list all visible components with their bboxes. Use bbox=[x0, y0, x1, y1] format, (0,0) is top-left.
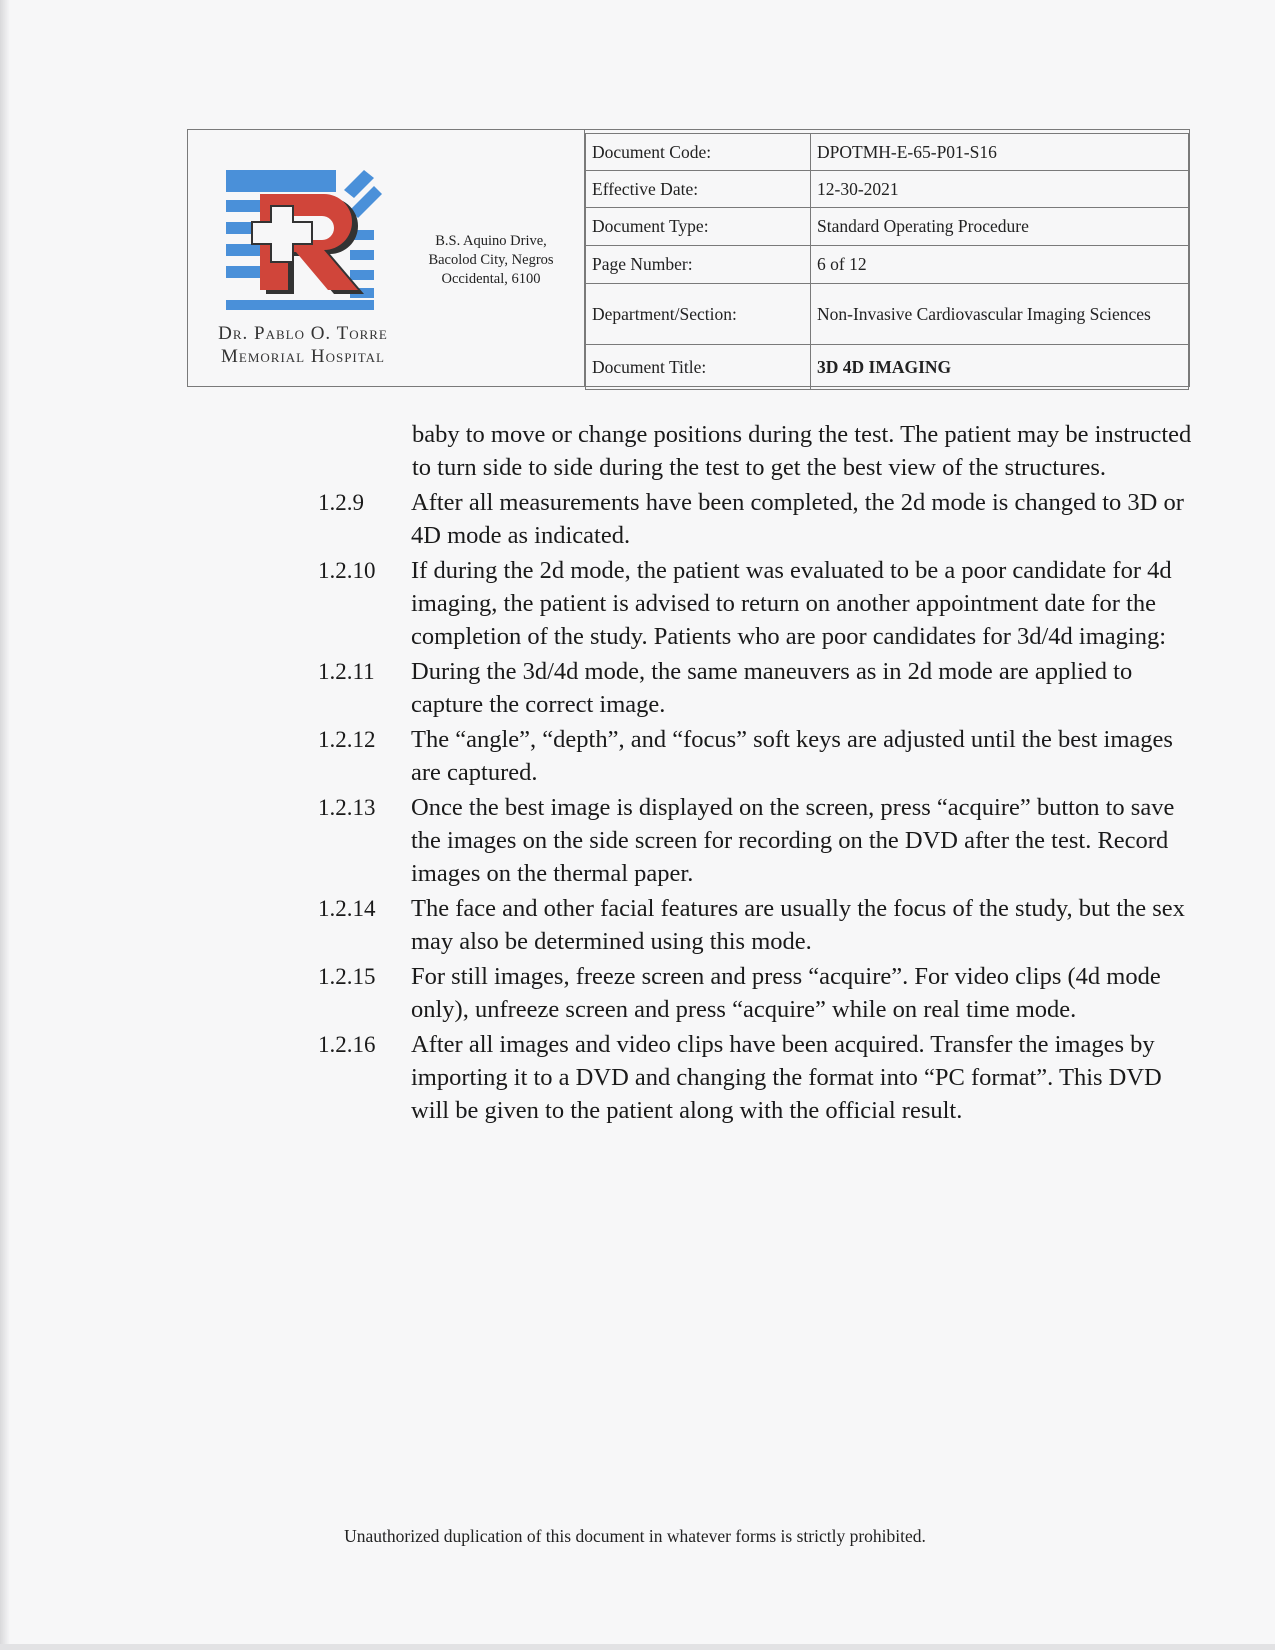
value-page-number: 6 of 12 bbox=[811, 246, 1189, 284]
label-document-type: Document Type: bbox=[586, 208, 811, 246]
item-text: After all measurements have been completed, the 2d mode is changed to 3D or 4D mode as indicated. bbox=[411, 489, 1184, 549]
label-document-code: Document Code: bbox=[586, 134, 811, 171]
procedure-body bbox=[0, 418, 1275, 1127]
scan-bottom-edge bbox=[0, 1644, 1275, 1650]
value-document-type: Standard Operating Procedure bbox=[811, 208, 1189, 246]
row-effective-date bbox=[586, 171, 1189, 208]
item-text: After all images and video clips have been acquired. Transfer the images by importing it to a DVD and changing the format into “PC format”. This DVD will be given to the patient along with the official result. bbox=[411, 1031, 1162, 1124]
label-effective-date: Effective Date: bbox=[586, 171, 811, 208]
label-page-number: Page Number: bbox=[586, 246, 811, 284]
list-item bbox=[0, 486, 1275, 552]
value-effective-date: 12-30-2021 bbox=[811, 171, 1189, 208]
hospital-address: B.S. Aquino Drive, Bacolod City, Negros Occidental, 6100 bbox=[428, 233, 554, 287]
item-number: 1.2.12 bbox=[318, 727, 376, 752]
value-department: Non-Invasive Cardiovascular Imaging Sciences bbox=[811, 284, 1189, 345]
hospital-name-line1: Dr. Pablo O. Torre bbox=[218, 323, 388, 344]
document-header bbox=[187, 129, 1190, 387]
list-item bbox=[0, 892, 1275, 958]
label-department: Department/Section: bbox=[586, 284, 811, 345]
item-text: If during the 2d mode, the patient was evaluated to be a poor candidate for 4d imaging, the patient is advised to return on another appointment date for the completion of the study. Patients who are poor candidates for 3d/4d imaging: bbox=[411, 557, 1172, 650]
item-text: During the 3d/4d mode, the same maneuvers as in 2d mode are applied to capture the correct image. bbox=[411, 658, 1133, 718]
list-item bbox=[0, 960, 1275, 1026]
logo-cell bbox=[188, 130, 585, 386]
item-number: 1.2.10 bbox=[318, 558, 376, 583]
row-document-type bbox=[586, 208, 1189, 246]
item-text: The “angle”, “depth”, and “focus” soft keys are adjusted until the best images are captured. bbox=[411, 726, 1173, 786]
value-document-title: 3D 4D IMAGING bbox=[811, 345, 1189, 390]
document-info-table bbox=[585, 133, 1189, 390]
row-document-code bbox=[586, 134, 1189, 171]
list-item bbox=[0, 554, 1275, 653]
list-item bbox=[0, 791, 1275, 890]
item-number: 1.2.14 bbox=[318, 896, 376, 921]
hospital-name-line2: Memorial Hospital bbox=[221, 346, 385, 367]
row-department bbox=[586, 284, 1189, 345]
continued-paragraph: baby to move or change positions during the test. The patient may be instructed to turn side to side during the test to get the best view of the structures. bbox=[412, 421, 1192, 481]
list-item bbox=[0, 1028, 1275, 1127]
item-number: 1.2.13 bbox=[318, 795, 376, 820]
hospital-logo bbox=[226, 170, 386, 310]
item-text: The face and other facial features are usually the focus of the study, but the sex may also be determined using this mode. bbox=[411, 895, 1185, 955]
item-text: Once the best image is displayed on the screen, press “acquire” button to save the images on the side screen for recording on the DVD after the test. Record images on the thermal paper. bbox=[411, 794, 1175, 887]
item-text: For still images, freeze screen and press “acquire”. For video clips (4d mode only), unfreeze screen and press “acquire” while on real time mode. bbox=[411, 963, 1161, 1023]
row-document-title bbox=[586, 345, 1189, 390]
list-item bbox=[0, 655, 1275, 721]
label-document-title: Document Title: bbox=[586, 345, 811, 390]
item-number: 1.2.9 bbox=[318, 490, 364, 515]
item-number: 1.2.16 bbox=[318, 1032, 376, 1057]
list-item bbox=[0, 723, 1275, 789]
value-document-code: DPOTMH-E-65-P01-S16 bbox=[811, 134, 1189, 171]
hospital-name bbox=[188, 322, 418, 368]
item-number: 1.2.11 bbox=[318, 659, 375, 684]
row-page-number bbox=[586, 246, 1189, 284]
footer-notice: Unauthorized duplication of this document in whatever forms is strictly prohibited. bbox=[344, 1526, 926, 1546]
item-number: 1.2.15 bbox=[318, 964, 376, 989]
